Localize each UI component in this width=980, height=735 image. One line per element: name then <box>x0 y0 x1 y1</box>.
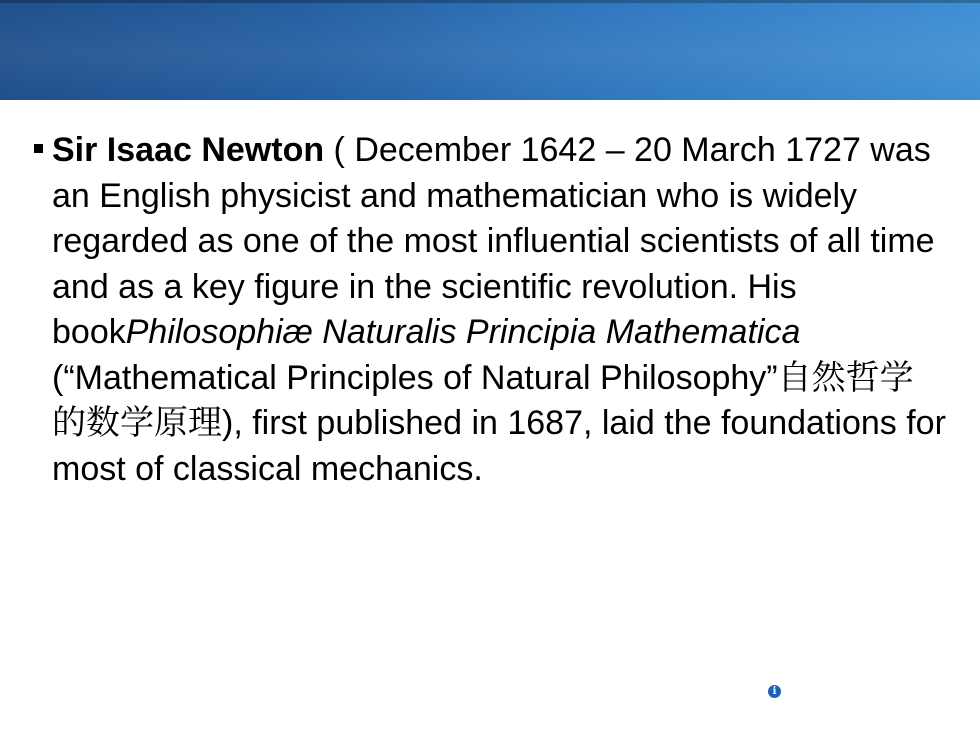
bullet-text-part-1: ( December 1642 – 20 March 1727 was an English physicist and mathematician who is widely regarded as one of the most influential scientists of all time and as a key figure in the scientific revolution. His book <box>52 131 935 351</box>
square-bullet-icon <box>34 144 43 153</box>
info-icon[interactable]: i <box>768 685 781 698</box>
chinese-title: 自然哲学的数学原理 <box>52 357 914 443</box>
slide-body <box>34 128 946 492</box>
slide-header-band <box>0 0 980 100</box>
newton-name: Sir Isaac Newton <box>52 131 325 169</box>
principia-title: Philosophiæ Naturalis Principia Mathematica <box>125 313 801 351</box>
bullet-text-part-2: (“Mathematical Principles of Natural Philosophy” <box>52 358 778 397</box>
bullet-text-part-3: ), first published in 1687, laid the foundations for most of classical mechanics. <box>52 404 946 488</box>
bullet-item-newton <box>34 128 946 492</box>
